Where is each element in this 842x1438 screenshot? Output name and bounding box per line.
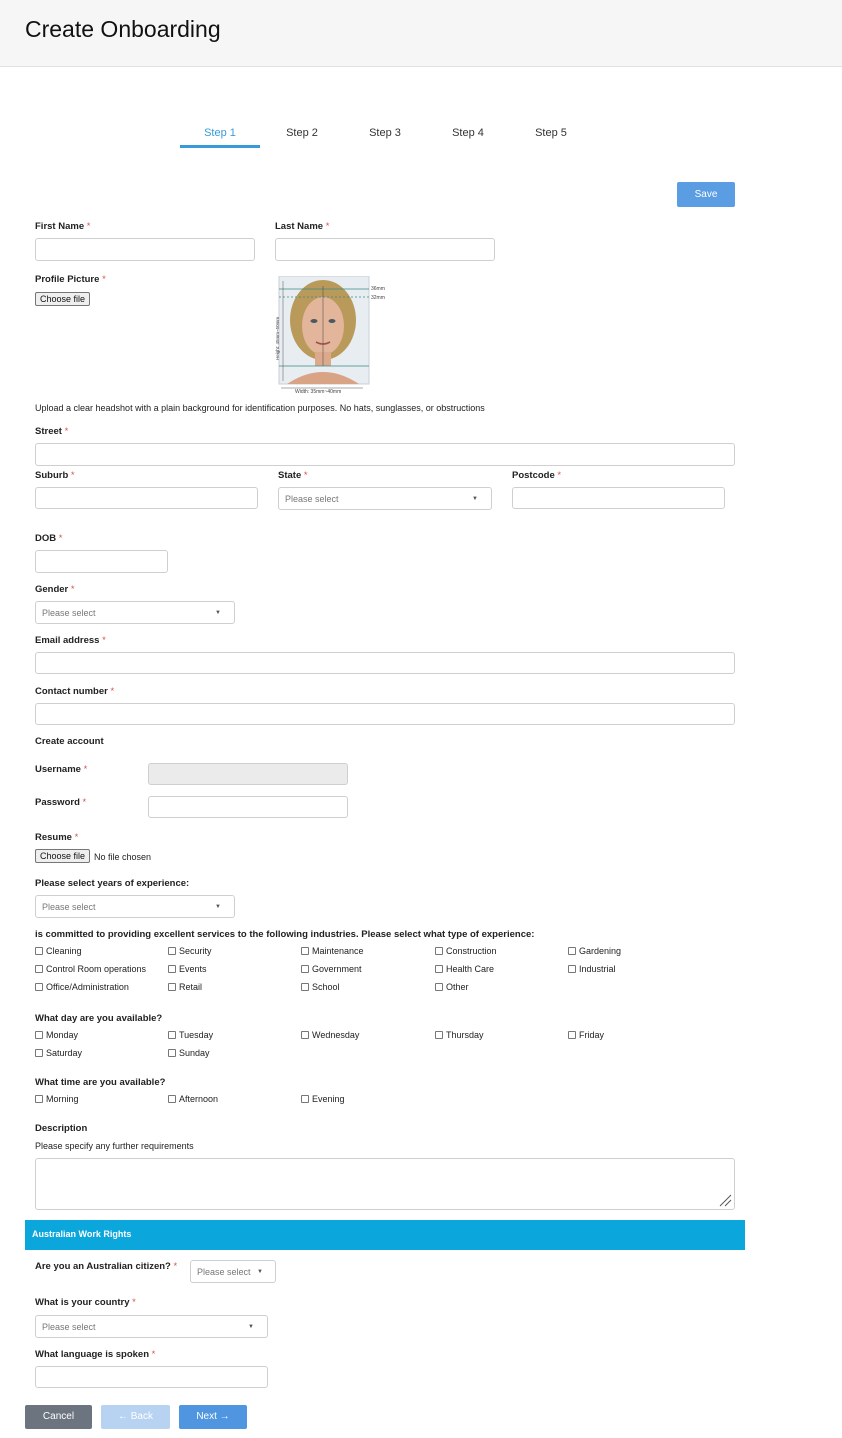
chevron-down-icon: ▼ (248, 1324, 254, 1330)
industry-checkbox-office[interactable]: Office/Administration (35, 982, 129, 992)
day-checkbox-saturday[interactable]: Saturday (35, 1048, 82, 1058)
username-label: Username * (35, 764, 88, 775)
password-label: Password * (35, 797, 87, 808)
last-name-label: Last Name * (275, 221, 330, 232)
contact-number-input[interactable] (35, 703, 735, 725)
tab-step-2[interactable]: Step 2 (286, 127, 318, 139)
checkbox[interactable] (568, 947, 576, 955)
tab-step-4[interactable]: Step 4 (452, 127, 484, 139)
resume-choose-file-button[interactable]: Choose file (35, 849, 90, 863)
gender-select[interactable] (35, 601, 235, 624)
day-checkbox-thursday[interactable]: Thursday (435, 1030, 484, 1040)
postcode-label: Postcode * (512, 470, 562, 481)
contact-number-label: Contact number * (35, 686, 115, 697)
time-checkbox-morning[interactable]: Morning (35, 1094, 79, 1104)
save-button[interactable]: Save (677, 182, 735, 207)
chevron-down-icon: ▼ (472, 496, 478, 502)
dob-input[interactable] (35, 550, 168, 573)
chevron-down-icon: ▼ (215, 904, 221, 910)
industry-checkbox-school[interactable]: School (301, 982, 340, 992)
checkbox[interactable] (168, 965, 176, 973)
industry-checkbox-government[interactable]: Government (301, 964, 362, 974)
experience-select[interactable] (35, 895, 235, 918)
last-name-input[interactable] (275, 238, 495, 261)
page-header (0, 0, 842, 67)
checkbox[interactable] (35, 1095, 43, 1103)
page-title: Create Onboarding (25, 16, 221, 42)
photo-guide-36mm: 36mm (371, 286, 385, 292)
experience-select-value: Please select (42, 902, 96, 912)
resume-file-status: No file chosen (94, 852, 152, 862)
checkbox[interactable] (301, 983, 309, 991)
industry-checkbox-construction[interactable]: Construction (435, 946, 497, 956)
checkbox[interactable] (435, 965, 443, 973)
day-checkbox-sunday[interactable]: Sunday (168, 1048, 210, 1058)
country-select-value: Please select (42, 1322, 96, 1332)
industry-checkbox-events[interactable]: Events (168, 964, 207, 974)
email-label: Email address * (35, 635, 106, 646)
industry-checkbox-retail[interactable]: Retail (168, 982, 202, 992)
experience-label: Please select years of experience: (35, 878, 190, 889)
suburb-label: Suburb * (35, 470, 75, 481)
checkbox[interactable] (301, 1095, 309, 1103)
day-checkbox-friday[interactable]: Friday (568, 1030, 604, 1040)
checkbox[interactable] (301, 947, 309, 955)
industry-checkbox-cleaning[interactable]: Cleaning (35, 946, 82, 956)
time-checkbox-afternoon[interactable]: Afternoon (168, 1094, 218, 1104)
checkbox[interactable] (568, 1031, 576, 1039)
next-button[interactable]: Next → (179, 1405, 247, 1429)
description-textarea[interactable] (35, 1158, 735, 1210)
cancel-button[interactable]: Cancel (25, 1405, 92, 1429)
checkbox[interactable] (168, 1031, 176, 1039)
tab-step-3[interactable]: Step 3 (369, 127, 401, 139)
profile-picture-choose-file-button[interactable]: Choose file (35, 292, 90, 306)
state-label: State * (278, 470, 308, 481)
password-input[interactable] (148, 796, 348, 818)
checkbox[interactable] (435, 1031, 443, 1039)
country-select[interactable] (35, 1315, 268, 1338)
tab-step-5[interactable]: Step 5 (535, 127, 567, 139)
industry-checkbox-gardening[interactable]: Gardening (568, 946, 621, 956)
chevron-down-icon: ▼ (257, 1269, 263, 1275)
photo-guide-height: Height: 45mm~50mm (275, 316, 280, 360)
checkbox[interactable] (301, 965, 309, 973)
street-label: Street * (35, 426, 69, 437)
first-name-label: First Name * (35, 221, 91, 232)
work-rights-section-header: Australian Work Rights (25, 1220, 745, 1250)
checkbox[interactable] (35, 947, 43, 955)
checkbox[interactable] (435, 983, 443, 991)
checkbox[interactable] (168, 947, 176, 955)
resize-handle-icon[interactable] (718, 1193, 732, 1207)
photo-guide-width: Width: 35mm~40mm (295, 389, 342, 394)
profile-picture-label: Profile Picture * (35, 274, 106, 285)
gender-label: Gender * (35, 584, 75, 595)
citizen-select[interactable] (190, 1260, 276, 1283)
checkbox[interactable] (301, 1031, 309, 1039)
day-checkbox-tuesday[interactable]: Tuesday (168, 1030, 213, 1040)
language-input[interactable] (35, 1366, 268, 1388)
back-button[interactable]: ← Back (101, 1405, 170, 1429)
checkbox[interactable] (168, 1049, 176, 1057)
profile-photo-guide-image (273, 276, 388, 394)
resume-label: Resume * (35, 832, 79, 843)
street-input[interactable] (35, 443, 735, 466)
username-input (148, 763, 348, 785)
suburb-input[interactable] (35, 487, 258, 509)
industry-checkbox-health-care[interactable]: Health Care (435, 964, 494, 974)
profile-picture-hint: Upload a clear headshot with a plain background for identification purposes. No hats, sunglasses, or obstructions (35, 403, 485, 413)
checkbox[interactable] (168, 1095, 176, 1103)
industry-checkbox-security[interactable]: Security (168, 946, 212, 956)
dob-label: DOB * (35, 533, 63, 544)
day-checkbox-wednesday[interactable]: Wednesday (301, 1030, 359, 1040)
chevron-down-icon: ▼ (215, 610, 221, 616)
postcode-input[interactable] (512, 487, 725, 509)
industry-checkbox-maintenance[interactable]: Maintenance (301, 946, 364, 956)
industry-checkbox-control-room[interactable]: Control Room operations (35, 964, 146, 974)
checkbox[interactable] (35, 1031, 43, 1039)
description-hint: Please specify any further requirements (35, 1141, 194, 1151)
language-label: What language is spoken * (35, 1349, 156, 1360)
checkbox[interactable] (35, 983, 43, 991)
industry-checkbox-industrial[interactable]: Industrial (568, 964, 616, 974)
citizen-select-value: Please select (197, 1267, 251, 1277)
photo-guide-32mm: 32mm (371, 295, 385, 301)
checkbox[interactable] (35, 1049, 43, 1057)
state-select-value: Please select (285, 494, 339, 504)
industries-label: is committed to providing excellent services to the following industries. Please select what type of experience: (35, 929, 535, 940)
checkbox[interactable] (568, 965, 576, 973)
days-available-label: What day are you available? (35, 1013, 163, 1024)
checkbox[interactable] (168, 983, 176, 991)
checkbox[interactable] (435, 947, 443, 955)
active-step-indicator (180, 145, 260, 148)
create-account-heading: Create account (35, 736, 104, 747)
times-available-label: What time are you available? (35, 1077, 166, 1088)
day-checkbox-monday[interactable]: Monday (35, 1030, 78, 1040)
industry-checkbox-other[interactable]: Other (435, 982, 469, 992)
tab-step-1[interactable]: Step 1 (204, 127, 236, 139)
checkbox[interactable] (35, 965, 43, 973)
first-name-input[interactable] (35, 238, 255, 261)
time-checkbox-evening[interactable]: Evening (301, 1094, 345, 1104)
email-input[interactable] (35, 652, 735, 674)
country-label: What is your country * (35, 1297, 136, 1308)
description-label: Description (35, 1123, 88, 1134)
gender-select-value: Please select (42, 608, 96, 618)
state-select[interactable] (278, 487, 492, 510)
citizen-label: Are you an Australian citizen? * (35, 1261, 178, 1272)
